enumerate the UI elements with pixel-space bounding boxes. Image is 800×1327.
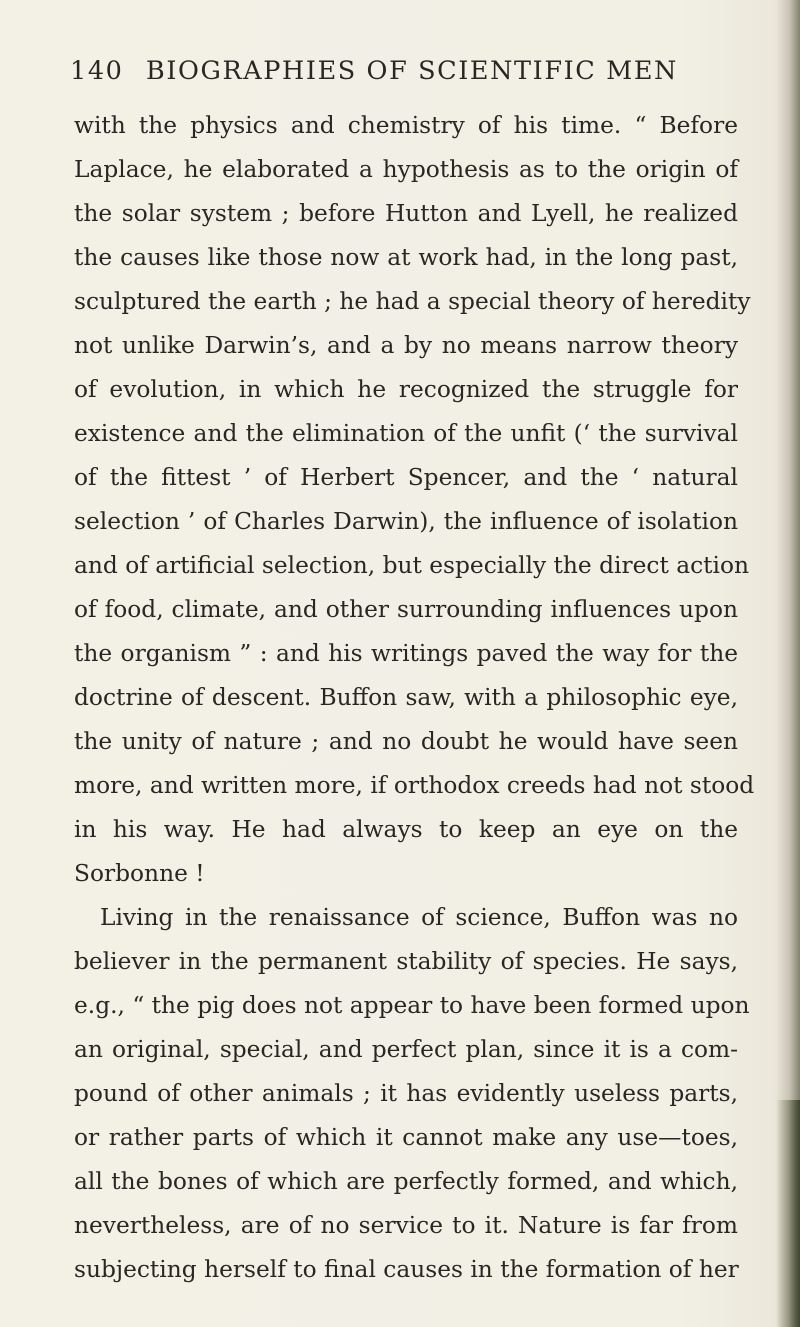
text-line: of the fittest ’ of Herbert Spencer, and the ‘ natural [74, 464, 738, 491]
text-line: Sorbonne ! [74, 860, 205, 887]
text-line: doctrine of descent. Buffon saw, with a philosophic eye, [74, 684, 738, 711]
page-edge-shadow-lower [776, 1100, 800, 1327]
text-line: Living in the renaissance of science, Buffon was no [100, 904, 738, 931]
text-line: subjecting herself to final causes in the formation of her [74, 1256, 739, 1283]
text-line: sculptured the earth ; he had a special theory of heredity [74, 288, 751, 315]
text-line: all the bones of which are perfectly formed, and which, [74, 1168, 738, 1195]
text-line: more, and written more, if orthodox creeds had not stood [74, 772, 755, 799]
text-line: an original, special, and perfect plan, since it is a com- [74, 1036, 738, 1063]
text-line: pound of other animals ; it has evidently useless parts, [74, 1080, 738, 1107]
text-line: the organism ” : and his writings paved the way for the [74, 640, 738, 667]
text-line: e.g., “ the pig does not appear to have been formed upon [74, 992, 750, 1019]
page-number: 140 [70, 56, 124, 86]
text-line: and of artificial selection, but especially the direct action [74, 552, 749, 579]
running-head [70, 56, 750, 96]
text-line: with the physics and chemistry of his time. “ Before [74, 112, 738, 139]
text-line: believer in the permanent stability of species. He says, [74, 948, 738, 975]
text-line: nevertheless, are of no service to it. Nature is far from [74, 1212, 738, 1239]
text-line: Laplace, he elaborated a hypothesis as to the origin of [74, 156, 738, 183]
text-line: the unity of nature ; and no doubt he would have seen [74, 728, 738, 755]
text-line: of evolution, in which he recognized the struggle for [74, 376, 738, 403]
text-line: not unlike Darwin’s, and a by no means narrow theory [74, 332, 738, 359]
text-line: or rather parts of which it cannot make any use—toes, [74, 1124, 738, 1151]
text-line: the solar system ; before Hutton and Lyell, he realized [74, 200, 738, 227]
text-line: in his way. He had always to keep an eye on the [74, 816, 738, 843]
text-line: selection ’ of Charles Darwin), the influence of isolation [74, 508, 738, 535]
running-title: BIOGRAPHIES OF SCIENTIFIC MEN [146, 56, 678, 86]
text-line: of food, climate, and other surrounding influences upon [74, 596, 738, 623]
text-line: existence and the elimination of the unfit (‘ the survival [74, 420, 738, 447]
text-line: the causes like those now at work had, in the long past, [74, 244, 738, 271]
